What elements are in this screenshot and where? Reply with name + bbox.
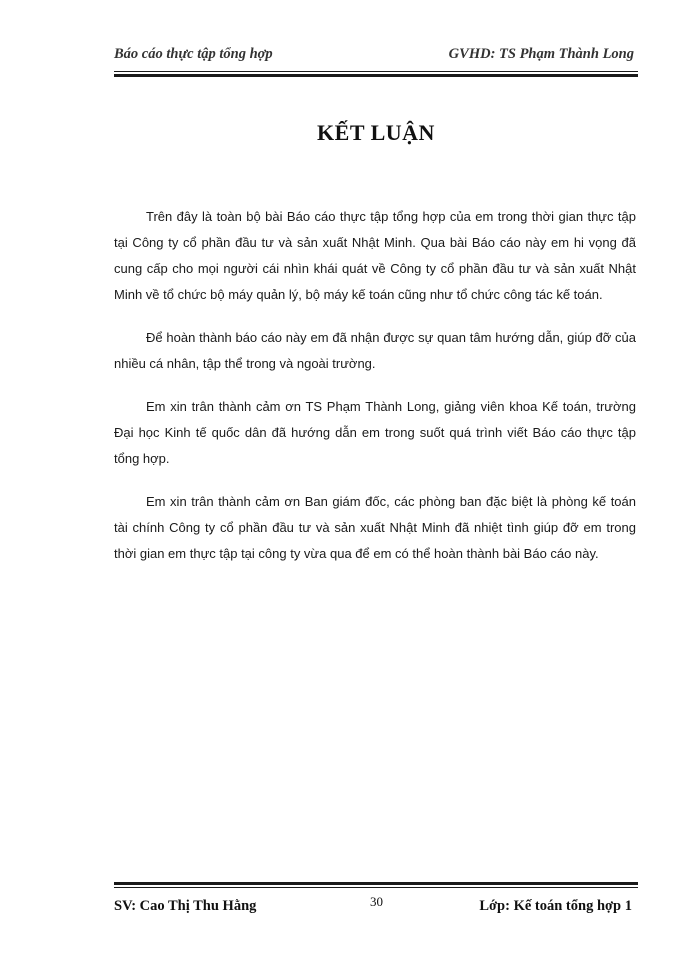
header-supervisor: GVHD: TS Phạm Thành Long (448, 46, 634, 62)
page-footer (114, 892, 638, 922)
page-title: KẾT LUẬN (317, 120, 435, 145)
header-divider-thick (114, 74, 638, 77)
footer-student-name: SV: Cao Thị Thu Hằng (114, 898, 257, 914)
paragraph-4: Em xin trân thành cảm ơn Ban giám đốc, các phòng ban đặc biệt là phòng kế toán tài chính Công ty cổ phần đầu tư và sản xuất Nhật Minh đã nhiệt tình giúp đỡ em trong thời gian em thực tập tại công ty vừa qua để em có thể hoàn thành bài Báo cáo này. (114, 494, 636, 561)
conclusion-body (114, 204, 636, 584)
page-number: 30 (370, 894, 383, 909)
header-report-title: Báo cáo thực tập tổng hợp (114, 46, 273, 62)
paragraph-3: Em xin trân thành cảm ơn TS Phạm Thành Long, giảng viên khoa Kế toán, trường Đại học Kinh tế quốc dân đã hướng dẫn em trong suốt quá trình viết Báo cáo thực tập tổng hợp. (114, 399, 636, 466)
header-divider-thin (114, 71, 638, 72)
paragraph-2: Để hoàn thành báo cáo này em đã nhận được sự quan tâm hướng dẫn, giúp đỡ của nhiều cá nhân, tập thể trong và ngoài trường. (114, 330, 636, 371)
footer-divider-thin (114, 887, 638, 888)
footer-divider-thick (114, 882, 638, 885)
paragraph-1: Trên đây là toàn bộ bài Báo cáo thực tập tổng hợp của em trong thời gian thực tập tại Công ty cổ phần đầu tư và sản xuất Nhật Minh. Qua bài Báo cáo này em hi vọng đã cung cấp cho mọi người cái nhìn khái quát về Công ty cổ phần đầu tư và sản xuất Nhật Minh về tổ chức bộ máy quản lý, bộ máy kế toán cũng như tổ chức công tác kế toán. (114, 209, 636, 302)
footer-class-name: Lớp: Kế toán tổng hợp 1 (479, 898, 632, 914)
page-header (114, 42, 638, 70)
